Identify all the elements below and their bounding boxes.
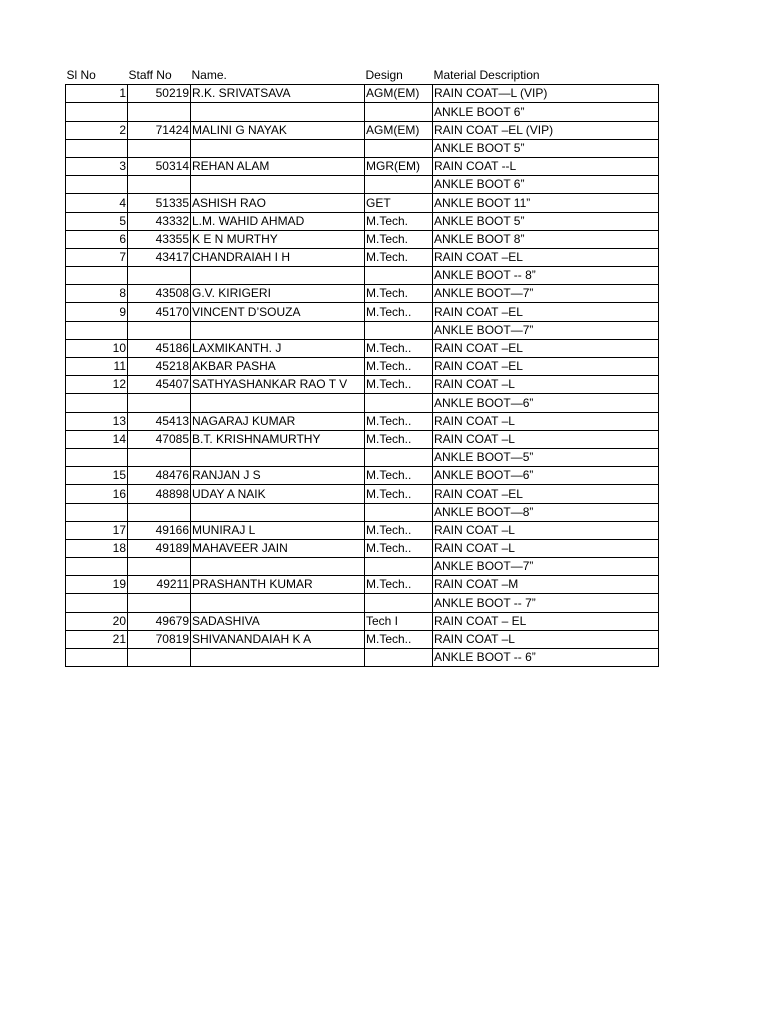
table-row bbox=[66, 467, 659, 485]
table-row bbox=[66, 194, 659, 212]
material-description-cell: RAIN COAT – EL bbox=[433, 612, 659, 630]
table-row bbox=[66, 412, 659, 430]
sl-no-cell: 15 bbox=[66, 467, 128, 485]
name-cell bbox=[191, 649, 365, 667]
design-cell bbox=[365, 394, 433, 412]
staff-no-cell: 43417 bbox=[128, 248, 191, 266]
design-cell: M.Tech.. bbox=[365, 358, 433, 376]
design-cell: M.Tech.. bbox=[365, 303, 433, 321]
staff-no-cell: 49189 bbox=[128, 539, 191, 557]
material-description-cell: RAIN COAT –EL bbox=[433, 485, 659, 503]
material-description-cell: RAIN COAT –L bbox=[433, 630, 659, 648]
staff-no-cell: 43355 bbox=[128, 230, 191, 248]
name-cell: SATHYASHANKAR RAO T V bbox=[191, 376, 365, 394]
design-cell: M.Tech.. bbox=[365, 485, 433, 503]
name-cell bbox=[191, 558, 365, 576]
sl-no-cell: 6 bbox=[66, 230, 128, 248]
staff-no-cell bbox=[128, 594, 191, 612]
sl-no-cell: 10 bbox=[66, 339, 128, 357]
table-row bbox=[66, 157, 659, 175]
table-row bbox=[66, 558, 659, 576]
design-cell: M.Tech. bbox=[365, 285, 433, 303]
sl-no-cell: 16 bbox=[66, 485, 128, 503]
staff-no-cell: 51335 bbox=[128, 194, 191, 212]
sl-no-cell: 13 bbox=[66, 412, 128, 430]
name-cell: ASHISH RAO bbox=[191, 194, 365, 212]
design-cell bbox=[365, 267, 433, 285]
table-row bbox=[66, 230, 659, 248]
header-name: Name. bbox=[191, 68, 227, 83]
table-row bbox=[66, 321, 659, 339]
name-cell: REHAN ALAM bbox=[191, 157, 365, 175]
table-row bbox=[66, 303, 659, 321]
name-cell: L.M. WAHID AHMAD bbox=[191, 212, 365, 230]
material-description-cell: RAIN COAT –L bbox=[433, 412, 659, 430]
name-cell: SADASHIVA bbox=[191, 612, 365, 630]
table-row bbox=[66, 285, 659, 303]
sl-no-cell: 14 bbox=[66, 430, 128, 448]
design-cell: Tech I bbox=[365, 612, 433, 630]
sl-no-cell bbox=[66, 558, 128, 576]
staff-no-cell bbox=[128, 176, 191, 194]
design-cell: GET bbox=[365, 194, 433, 212]
design-cell: M.Tech.. bbox=[365, 539, 433, 557]
design-cell bbox=[365, 649, 433, 667]
staff-no-cell bbox=[128, 503, 191, 521]
table-row bbox=[66, 376, 659, 394]
material-description-cell: ANKLE BOOT—7” bbox=[433, 558, 659, 576]
name-cell: AKBAR PASHA bbox=[191, 358, 365, 376]
table-row bbox=[66, 576, 659, 594]
header-sl-no: Sl No bbox=[66, 68, 96, 83]
design-cell: M.Tech.. bbox=[365, 339, 433, 357]
design-cell bbox=[365, 558, 433, 576]
sl-no-cell: 9 bbox=[66, 303, 128, 321]
name-cell bbox=[191, 321, 365, 339]
design-cell: MGR(EM) bbox=[365, 157, 433, 175]
name-cell bbox=[191, 394, 365, 412]
table-row bbox=[66, 539, 659, 557]
name-cell bbox=[191, 594, 365, 612]
material-description-cell: ANKLE BOOT 5” bbox=[433, 139, 659, 157]
material-description-cell: ANKLE BOOT—7” bbox=[433, 321, 659, 339]
table-row bbox=[66, 630, 659, 648]
table-header bbox=[66, 65, 659, 85]
material-description-cell: ANKLE BOOT 6” bbox=[433, 103, 659, 121]
sl-no-cell: 20 bbox=[66, 612, 128, 630]
name-cell: MAHAVEER JAIN bbox=[191, 539, 365, 557]
name-cell: R.K. SRIVATSAVA bbox=[191, 85, 365, 103]
sl-no-cell: 4 bbox=[66, 194, 128, 212]
design-cell: M.Tech.. bbox=[365, 576, 433, 594]
name-cell: B.T. KRISHNAMURTHY bbox=[191, 430, 365, 448]
table-row bbox=[66, 248, 659, 266]
table-row bbox=[66, 358, 659, 376]
design-cell: M.Tech.. bbox=[365, 376, 433, 394]
material-description-cell: ANKLE BOOT—5” bbox=[433, 448, 659, 466]
staff-no-cell bbox=[128, 649, 191, 667]
material-description-cell: ANKLE BOOT 5” bbox=[433, 212, 659, 230]
name-cell: RANJAN J S bbox=[191, 467, 365, 485]
design-cell: M.Tech.. bbox=[365, 521, 433, 539]
staff-no-cell bbox=[128, 558, 191, 576]
staff-no-cell bbox=[128, 267, 191, 285]
material-description-cell: RAIN COAT --L bbox=[433, 157, 659, 175]
staff-no-cell: 45218 bbox=[128, 358, 191, 376]
sl-no-cell: 7 bbox=[66, 248, 128, 266]
design-cell bbox=[365, 594, 433, 612]
table-row bbox=[66, 612, 659, 630]
material-description-cell: ANKLE BOOT 6” bbox=[433, 176, 659, 194]
header-staff-no: Staff No bbox=[128, 68, 172, 83]
material-description-cell: RAIN COAT –L bbox=[433, 430, 659, 448]
table-row bbox=[66, 103, 659, 121]
table-row bbox=[66, 267, 659, 285]
sl-no-cell bbox=[66, 267, 128, 285]
name-cell bbox=[191, 103, 365, 121]
table-row bbox=[66, 339, 659, 357]
design-cell: AGM(EM) bbox=[365, 121, 433, 139]
table-row bbox=[66, 594, 659, 612]
sl-no-cell: 3 bbox=[66, 157, 128, 175]
material-issue-sheet bbox=[65, 65, 659, 667]
material-description-cell: RAIN COAT –EL bbox=[433, 358, 659, 376]
sl-no-cell bbox=[66, 503, 128, 521]
staff-no-cell bbox=[128, 394, 191, 412]
staff-no-cell bbox=[128, 103, 191, 121]
design-cell: M.Tech.. bbox=[365, 630, 433, 648]
name-cell: MALINI G NAYAK bbox=[191, 121, 365, 139]
sl-no-cell: 19 bbox=[66, 576, 128, 594]
design-cell bbox=[365, 448, 433, 466]
name-cell bbox=[191, 176, 365, 194]
design-cell bbox=[365, 103, 433, 121]
name-cell: SHIVANANDAIAH K A bbox=[191, 630, 365, 648]
staff-no-cell: 50314 bbox=[128, 157, 191, 175]
material-description-cell: ANKLE BOOT -- 6” bbox=[433, 649, 659, 667]
material-description-cell: RAIN COAT—L (VIP) bbox=[433, 85, 659, 103]
staff-no-cell: 71424 bbox=[128, 121, 191, 139]
name-cell bbox=[191, 448, 365, 466]
sl-no-cell: 21 bbox=[66, 630, 128, 648]
staff-no-cell bbox=[128, 321, 191, 339]
material-description-cell: RAIN COAT –EL bbox=[433, 339, 659, 357]
name-cell: CHANDRAIAH I H bbox=[191, 248, 365, 266]
design-cell bbox=[365, 139, 433, 157]
design-cell bbox=[365, 503, 433, 521]
sl-no-cell bbox=[66, 176, 128, 194]
table-row bbox=[66, 485, 659, 503]
name-cell bbox=[191, 139, 365, 157]
staff-no-cell: 49211 bbox=[128, 576, 191, 594]
design-cell: M.Tech. bbox=[365, 212, 433, 230]
table-body bbox=[66, 85, 659, 667]
table-row bbox=[66, 394, 659, 412]
staff-no-cell: 70819 bbox=[128, 630, 191, 648]
table-row bbox=[66, 176, 659, 194]
sl-no-cell: 2 bbox=[66, 121, 128, 139]
material-description-cell: ANKLE BOOT 11” bbox=[433, 194, 659, 212]
header-material-description: Material Description bbox=[433, 68, 540, 83]
material-description-cell: RAIN COAT –EL bbox=[433, 248, 659, 266]
staff-no-cell: 48476 bbox=[128, 467, 191, 485]
staff-no-cell: 43332 bbox=[128, 212, 191, 230]
sl-no-cell bbox=[66, 448, 128, 466]
staff-no-cell: 43508 bbox=[128, 285, 191, 303]
sl-no-cell bbox=[66, 649, 128, 667]
table-row bbox=[66, 649, 659, 667]
staff-no-cell: 48898 bbox=[128, 485, 191, 503]
design-cell bbox=[365, 321, 433, 339]
design-cell: M.Tech.. bbox=[365, 467, 433, 485]
sl-no-cell bbox=[66, 594, 128, 612]
sl-no-cell: 18 bbox=[66, 539, 128, 557]
sl-no-cell: 12 bbox=[66, 376, 128, 394]
material-description-cell: ANKLE BOOT -- 7” bbox=[433, 594, 659, 612]
material-description-cell: ANKLE BOOT 8” bbox=[433, 230, 659, 248]
material-description-cell: ANKLE BOOT—8” bbox=[433, 503, 659, 521]
material-description-cell: RAIN COAT –EL (VIP) bbox=[433, 121, 659, 139]
staff-no-cell: 45170 bbox=[128, 303, 191, 321]
name-cell: VINCENT D’SOUZA bbox=[191, 303, 365, 321]
material-description-cell: RAIN COAT –EL bbox=[433, 303, 659, 321]
design-cell: M.Tech.. bbox=[365, 430, 433, 448]
material-description-cell: ANKLE BOOT—6” bbox=[433, 394, 659, 412]
table-row bbox=[66, 139, 659, 157]
material-description-cell: ANKLE BOOT -- 8” bbox=[433, 267, 659, 285]
staff-no-cell bbox=[128, 139, 191, 157]
design-cell: M.Tech. bbox=[365, 230, 433, 248]
design-cell: M.Tech. bbox=[365, 248, 433, 266]
sl-no-cell: 17 bbox=[66, 521, 128, 539]
design-cell bbox=[365, 176, 433, 194]
staff-no-cell: 49166 bbox=[128, 521, 191, 539]
name-cell: UDAY A NAIK bbox=[191, 485, 365, 503]
material-table bbox=[65, 65, 659, 667]
table-row bbox=[66, 85, 659, 103]
staff-no-cell: 45407 bbox=[128, 376, 191, 394]
sl-no-cell bbox=[66, 394, 128, 412]
material-description-cell: RAIN COAT –L bbox=[433, 521, 659, 539]
staff-no-cell bbox=[128, 448, 191, 466]
name-cell: MUNIRAJ L bbox=[191, 521, 365, 539]
material-description-cell: RAIN COAT –L bbox=[433, 376, 659, 394]
name-cell: G.V. KIRIGERI bbox=[191, 285, 365, 303]
table-row bbox=[66, 448, 659, 466]
material-description-cell: ANKLE BOOT—7” bbox=[433, 285, 659, 303]
header-design: Design bbox=[365, 68, 403, 83]
material-description-cell: ANKLE BOOT—6” bbox=[433, 467, 659, 485]
name-cell: LAXMIKANTH. J bbox=[191, 339, 365, 357]
name-cell: PRASHANTH KUMAR bbox=[191, 576, 365, 594]
material-description-cell: RAIN COAT –M bbox=[433, 576, 659, 594]
design-cell: M.Tech.. bbox=[365, 412, 433, 430]
table-row bbox=[66, 521, 659, 539]
staff-no-cell: 45186 bbox=[128, 339, 191, 357]
name-cell: K E N MURTHY bbox=[191, 230, 365, 248]
sl-no-cell: 11 bbox=[66, 358, 128, 376]
sl-no-cell: 8 bbox=[66, 285, 128, 303]
sl-no-cell bbox=[66, 103, 128, 121]
header-row bbox=[66, 65, 659, 85]
table-row bbox=[66, 430, 659, 448]
name-cell bbox=[191, 503, 365, 521]
staff-no-cell: 49679 bbox=[128, 612, 191, 630]
name-cell: NAGARAJ KUMAR bbox=[191, 412, 365, 430]
name-cell bbox=[191, 267, 365, 285]
table-row bbox=[66, 121, 659, 139]
sl-no-cell: 1 bbox=[66, 85, 128, 103]
material-description-cell: RAIN COAT –L bbox=[433, 539, 659, 557]
table-row bbox=[66, 212, 659, 230]
sl-no-cell bbox=[66, 139, 128, 157]
design-cell: AGM(EM) bbox=[365, 85, 433, 103]
staff-no-cell: 50219 bbox=[128, 85, 191, 103]
table-row bbox=[66, 503, 659, 521]
sl-no-cell bbox=[66, 321, 128, 339]
sl-no-cell: 5 bbox=[66, 212, 128, 230]
staff-no-cell: 45413 bbox=[128, 412, 191, 430]
staff-no-cell: 47085 bbox=[128, 430, 191, 448]
